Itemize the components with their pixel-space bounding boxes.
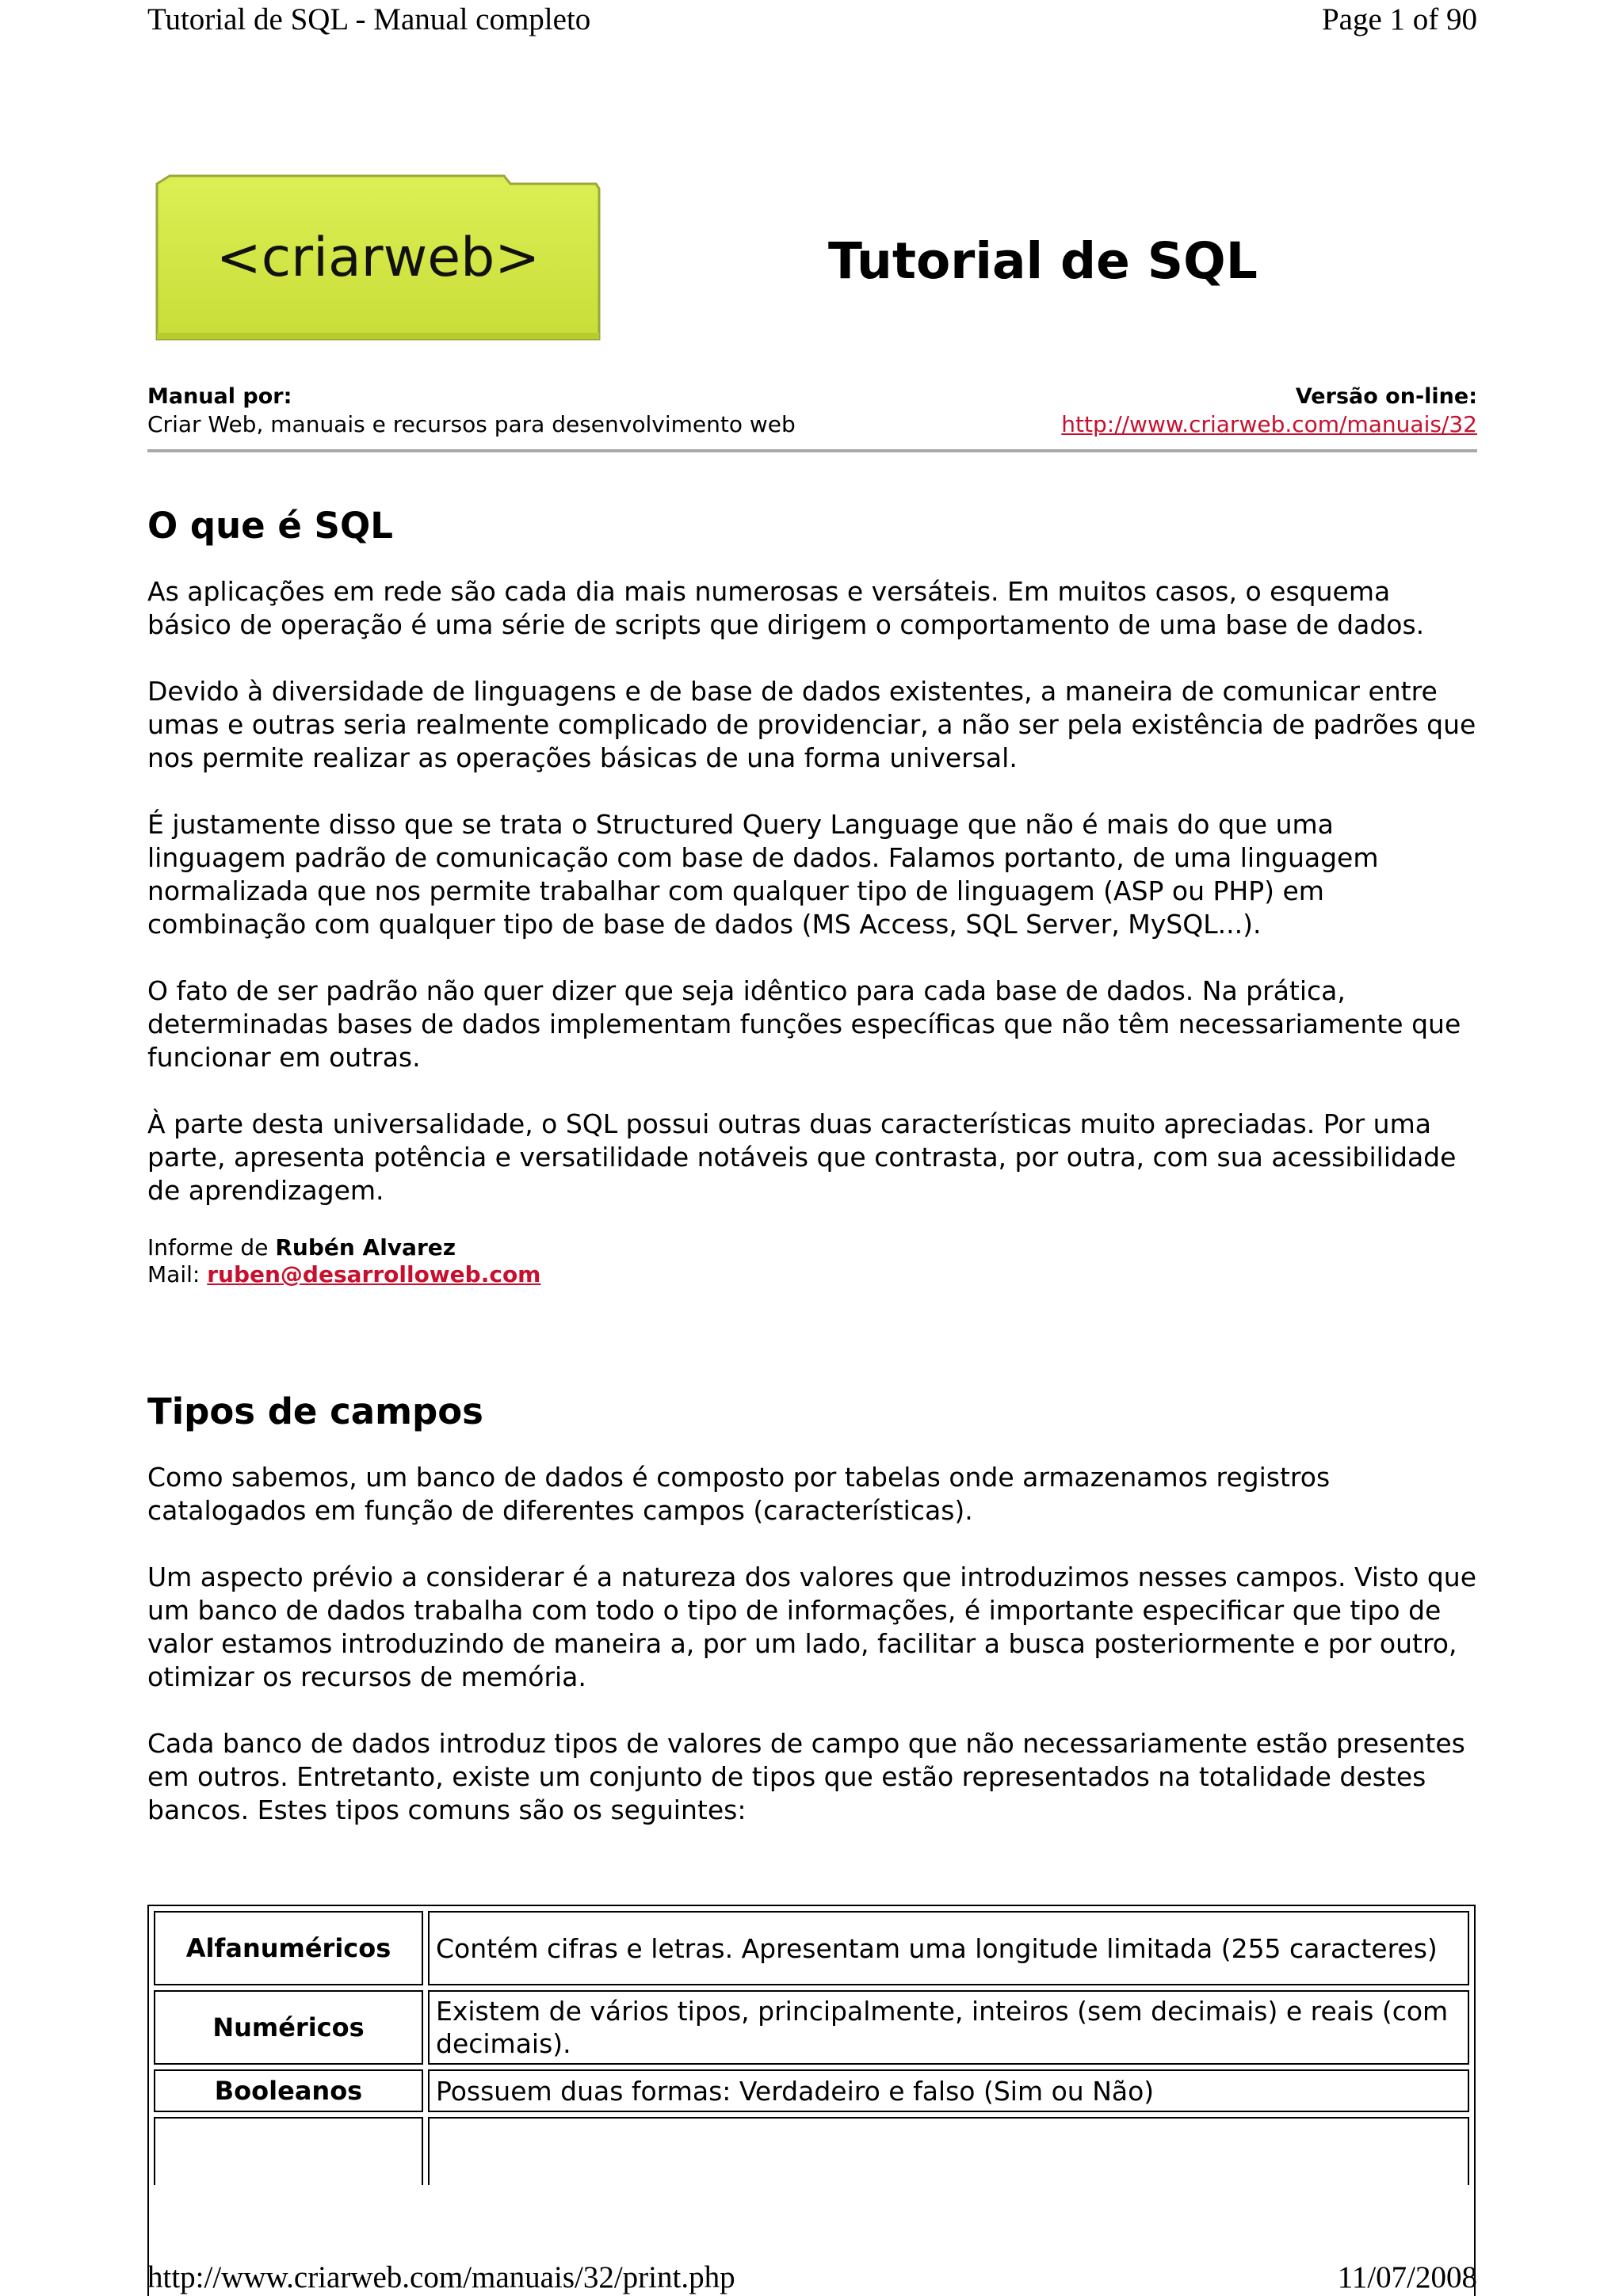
print-header-title: Tutorial de SQL - Manual completo [147, 2, 591, 36]
type-description-cell: Contém cifras e letras. Apresentam uma longitude limitada (255 caracteres) [428, 1911, 1469, 1985]
header-divider [147, 449, 1477, 452]
print-header-page-number: Page 1 of 90 [1321, 2, 1477, 36]
mail-label: Mail: [147, 1261, 200, 1287]
table-row [154, 1990, 1469, 2065]
author-prefix: Informe de [147, 1234, 269, 1261]
author-email-link[interactable]: ruben@desarrolloweb.com [207, 1261, 541, 1287]
type-name-cell: Alfanuméricos [154, 1911, 423, 1985]
type-description-cell: Possuem duas formas: Verdadeiro e falso (Sim ou Não) [428, 2069, 1469, 2112]
paragraph: Cada banco de dados introduz tipos de valores de campo que não necessariamente estão presentes em outros. Entretanto, existe um conjunto de tipos que estão representados na totalidade destes bancos. Estes tipos comuns são os seguintes: [147, 1728, 1465, 1825]
type-description-cell-partial [428, 2117, 1469, 2185]
paragraph: Como sabemos, um banco de dados é composto por tabelas onde armazenamos registros catalogados em função de diferentes campos (características). [147, 1462, 1331, 1526]
mail-line [147, 1261, 1479, 1288]
type-description-cell: Existem de vários tipos, principalmente, inteiros (sem decimais) e reais (com decimais). [428, 1990, 1469, 2065]
paragraph: Um aspecto prévio a considerar é a natureza dos valores que introduzimos nesses campos. Visto que um banco de dados trabalha com todo o tipo de informações, é importante especificar que tipo de valor estamos introduzindo de maneira a, por um lado, facilitar a busca posteriormente e por outro, otimizar os recursos de memória. [147, 1562, 1477, 1692]
print-footer-url: http://www.criarweb.com/manuais/32/print.php [147, 2260, 735, 2294]
print-footer-date: 11/07/2008 [1337, 2260, 1477, 2294]
page-title: Tutorial de SQL [828, 232, 1258, 290]
table-row-partial [154, 2117, 1469, 2185]
type-name-cell: Booleanos [154, 2069, 423, 2112]
paragraph: As aplicações em rede são cada dia mais numerosas e versáteis. Em muitos casos, o esquema básico de operação é uma série de scripts que dirigem o comportamento de uma base de dados. [147, 576, 1425, 640]
paragraph: O fato de ser padrão não quer dizer que seja idêntico para cada base de dados. Na prática, determinadas bases de dados implementam funções específicas que não têm necessariamente que funcionar em outras. [147, 975, 1461, 1073]
table-row [154, 1911, 1469, 1985]
online-version-link[interactable]: http://www.criarweb.com/manuais/32 [1061, 411, 1477, 437]
author-line [147, 1234, 1479, 1261]
section-heading-sql: O que é SQL [147, 505, 393, 547]
online-version-label: Versão on-line: [1295, 384, 1477, 409]
type-name-cell-partial [154, 2117, 423, 2185]
section-heading-field-types: Tipos de campos [147, 1390, 483, 1432]
type-name-cell: Numéricos [154, 1990, 423, 2065]
author-name: Rubén Alvarez [275, 1234, 456, 1261]
manual-by-value: Criar Web, manuais e recursos para desenvolvimento web [147, 411, 796, 437]
paragraph: À parte desta universalidade, o SQL possui outras duas características muito apreciadas. Por uma parte, apresenta potência e versatilidade notáveis que contrasta, por outra, com sua acessibilidade de aprendizagem. [147, 1108, 1457, 1206]
field-types-table [147, 1905, 1476, 2296]
main-content [147, 498, 1479, 1827]
manual-by-label: Manual por: [147, 384, 292, 409]
paragraph: Devido à diversidade de linguagens e de base de dados existentes, a maneira de comunicar entre umas e outras seria realmente complicado de providenciar, a não ser pela existência de padrões que nos permite realizar as operações básicas de una forma universal. [147, 676, 1476, 773]
criarweb-logo [155, 174, 601, 341]
table-row [154, 2069, 1469, 2112]
paragraph: É justamente disso que se trata o Structured Query Language que não é mais do que uma linguagem padrão de comunicação com base de dados. Falamos portanto, de uma linguagem normalizada que nos permite trabalhar com qualquer tipo de linguagem (ASP ou PHP) em combinação com qualquer tipo de base de dados (MS Access, SQL Server, MySQL...). [147, 809, 1379, 940]
logo-text: <criarweb> [216, 227, 540, 289]
